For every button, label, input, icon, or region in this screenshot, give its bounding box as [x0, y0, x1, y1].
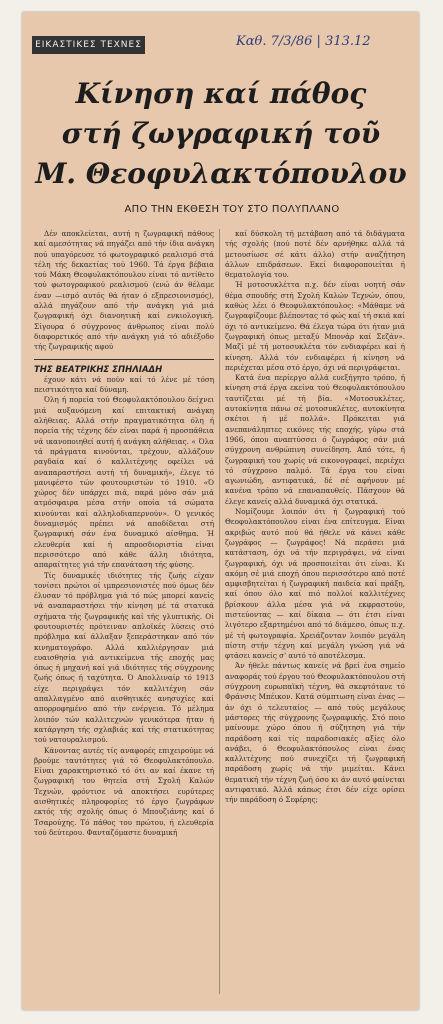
- body-paragraph: Όλη ή πορεία τού Θεοφυλακτόπουλου δείχνει μιά αυξανόμενη καί επιτακτική ανάγκη αλήθειας. Αλλά στήν πραγματικότητα όλη ή πορεία τής τέχνης δέν είναι παρά ή προσπάθεια νά ικανοποιηθεί αυτή ή ανάγκη αλήθειας. « Όλα τά πράγματα κινούνται, τρέχουν, αλλάζουν ραγδαία καί ό καλλιτέχνης οφείλει νά αναπαραστήσει αυτή τή δυναμική», έλεγε τό μανιφέστο τών φουτουριστών τό 1910. «Ό χώρος δέν υπάρχει πιά, παρά μόνο σάν μιά ατμόσφαιρα μέσα στήν οποία τά σώματα κινούνται καί αλληλοδιαπερνούν». Ό γενικός δυναμισμός πρέπει νά αποδίδεται στή ζωγραφική σάν ένα δυναμικό αίσθημα. Ή ελευθερία καί ή απροσδιοριστία είναι περισσότερο από κάθε άλλη ιδιότητα, απαραίτητες γιά τήν επανάταση τής φύσης.: [34, 395, 214, 570]
- title-line-1: Κίνηση καί πάθος: [75, 77, 367, 110]
- handwritten-note: Καθ. 7/3/86 | 313.12: [236, 34, 371, 49]
- body-paragraph: Τίς δυναμικές ιδιότητες τής ζωής είχαν τονίσει πρώτοι οί ιμπρεσιονιστές πού όμως δέν έλυσαν τό πρόβλημα γιά τό πώς μπορεί κανείς νά αναπαραστήσει τήν κίνηση μέ τά στατικά σχήματα τής ζωγραφικής καί τής γλυπτικής. Οί φουτουριστές πρότειναν απλοϊκές λύσεις στό πρόβλημα καί άλλαξαν ξεπεράστηκαν από τόν κινηματογράφο. Αλλά καλλιέργησαν μιά ευαισθησία γιά αντικείμενα τής εποχής μας όπως ή μηχανή καί γιά ιδιότητες τής σύγχρονης ζωής όπως ή ταχύτητα. Ό Απολλιναίρ τό 1913 είχε περιγράψει τόν καλλιτέχνη σάν απαλλαγμένο από αισθητικές ανησυχίες καί απορροφημένο από τήν ενέργεια. Τό μέλημα λοιπόν τών καλλιτεχνών γενικότερα ήταν ή κατάργηση τής σχλαβιάς καί τής στατικότητας τού νατουραλισμού.: [34, 570, 214, 745]
- section-label: ΕΙΚΑΣΤΙΚΕΣ ΤΕΧΝΕΣ: [32, 36, 145, 54]
- body-paragraph: καί δύσκολη τή μετάβαση από τά διδάγματα τής σχολής (πού ποτέ δέν αρνήθηκε αλλά τά μετουσίωσε σέ κάτι άλλο) στήν αναζήτηση άλλων επιδράσεων. Εκεί διαφοροποιείται ή θεματολογία του.: [225, 229, 405, 280]
- body-paragraph: Κάνοντας αυτές τίς αναφορές επιχειρούμε νά βρούμε ταυτότητες γιά τό Θεοφυλακτόπουλο. Είναι χαρακτηριστικό τό ότι αν καί έκανε τή ζωγραφική του θητεία στή Σχολή Καλών Τεχνών, φρόντισε νά αποκτήσει ευρύτερες αισθητικές πληροφορίες τό έργο ζωγράφων εκτός τής σχολής όπως ό Μπουζιάνης καί ό Τσαρούχης. Τό πάθος του πρώτου, ή ελευθερία τού δεύτερου. Φανταζόμαστε δυναμική: [34, 745, 214, 837]
- column-divider: [219, 229, 220, 994]
- body-paragraph: Νομίζουμε λοιπόν ότι ή ζωγραφική τού Θεοφυλακτόπουλου είναι ένα επίτευγμα. Είναι ακριβώς αυτό πού θά ήθελε νά κάνει κάθε ζωγράφος — ζωγράφος! Νά περάσει μιά κατάσταση, όχι νά τήν περιγράψει, νά είναι ζωγραφική, όχι νά προσποιείται ότι είναι. Κι ακόμη σέ μιά εποχή όπου περισσότερο από ποτέ αμφισβητείται ή ζωγραφική παιδεία καί πράξη, καί όπου όλο καί πιό πολλοί καλλιτέχνες βρίσκουν άλλα μέσα γιά νά εκφραστούν, πιστεύοντας — καί δίκαια — ότι έτσι είναι λιγότερο εξαρτημένοι από τό διάμεσο, όπως π.χ. μέ τή φωτογραφία. Χρειάζονταν λοιπόν μεγάλη πίστη στήν τέχνη καί μεγάλη γνώση γιά νά φτάσει κανείς σ' αυτό τό αποτέλεσμα.: [225, 507, 405, 661]
- column-right: [225, 229, 405, 806]
- title-line-2: στή ζωγραφική τοῦ: [61, 117, 381, 150]
- article-subtitle: ΑΠΟ ΤΗΝ ΕΚΘΕΣΗ ΤΟΥ ΣΤΟ ΠΟΛΥΠΛΑΝΟ: [124, 204, 340, 215]
- body-paragraph: Άν ήθελε πάντως κανείς νά βρεί ένα σημείο αναφοράς τού έργου τού Θεοφυλακτόπουλου στή σύγχρονη ευρωπαϊκή τέχνη, θά σκεφτότανε τό Φράνσις Μπέικον. Κατά σύμπτωση είναι ένας — άν όχι ό τελευταίος — από τούς μεγάλους μάστορες τής σύγχρονης ζωγραφικής. Στό ποιο μαίνουμε χώρο όπου ή σύζητηση γιά τήν παράδοση καί τίς παραδοσιακές αξίες όλο ανάβει, ό Θεοφυλακτόπουλος είναι ένας καλλιτέχνης πού συνεχίζει τή ζωγραφική παράδοση χωρίς νά τήν μιμείται. Κάνει θεματική τήν τέχνη ζωή όσο κι άν αυτό φαίνεται αντιφατικό. Άλλά κάπως έτσι δέν είχε ορίσει τήν παράδοση ό Σεφέρης;: [225, 661, 405, 805]
- body-paragraph: έχουν κάτι νά πούν καί τό λένε μέ τόση πειστικότητα καί δύναμη.: [34, 374, 214, 395]
- article-title: [30, 74, 412, 194]
- column-left: [34, 229, 214, 838]
- intro-paragraph: Δέν αποκλείεται, αυτή η ζωγραφική πάθους καί αμεσότητας νά πηγάζει από τήν ίδια ανάγκη πού υπαγόρευσε τό φωτογραφικό ρεαλισμό στά τέλη τής δεκαετίας τού 1960. Τά έργα βέβαια τού Μάκη Θεοφυλακτόπουλου είναι τό αντίθετο τού φωτογραφικού ρεαλισμού (ενώ άν θέλαμε έναν —ισμό αυτός θά ήταν ό εξπρεσιονισμός), αλλά πηγάζουν από τήν ανάγκη γιά μιά ζωγραφική όχι διανοητική καί ενκιολογική. Σίγουρα ό σύγχρονος άνθρωπος είναι πολύ διαφορετικός από τήν ανάγκη γιά τό αδιέξοδο τής ζωγραφικής αφού: [34, 229, 214, 352]
- title-line-3: Μ. Θεοφυλακτόπουλου: [35, 157, 407, 190]
- newspaper-clipping: [22, 12, 419, 1010]
- body-paragraph: Ή μοτοσυκλέττα π.χ. δέν είναι νοητή σάν θέμα σπουδής στή Σχολή Καλών Τεχνών, όπου, καθώς λέει ό Θεοφυλακτόπουλος: «Μάθαμε νά ζωγραφίζουμε βλέποντας τό φώς καί τή σκιά καί όχι τό αντικείμενο. Θά έλεγα τώρα ότι ήταν μιά ζωγραφική όπως μεταξύ Μπονάρ καί Σεζάν». Μαζί μέ τή μοτοσυκλέτα τόν ενδιαφέρει καί ή κίνηση. Αλλά τόν ενδιαφέρει ή κίνηση νά περιέχεται μέσα στό έργο, όχι νά περιγράφεται.: [225, 280, 405, 372]
- author-byline: ΤΗΣ ΒΕΑΤΡΙΚΗΣ ΣΠΗΛΙΑΔΗ: [34, 364, 163, 375]
- author-rule: [34, 359, 214, 360]
- body-paragraph: Κατά ένα περίεργο αλλά ευεξήγητο τρόπο, ή κίνηση στά έργα εκείνα τού Θεοφυλακτόπουλου ταυτίζεται μέ τή βία. «Μοτοσυκλέτες, αυτοκίνητα πάνω σέ μοτοσυκλέτες, αυτοκίνητα σκέτοι ή μέ πολλά». Πρόκειται γιά ανεπανάληπτες εικόνες τής εποχής, γύρω στά 1966, όπου αναπτύσσει ό ζωγράφος σάν μιά σύγχρονη ανθρώπινη συνείδηση. Από τότε, ή ζωγραφική του χωρίς νά εικονογραφεί, περιέχει τό σύγχρονο παλμό. Τά έργα του είναι αγωνιώδη, αντιφατικά, δέ σέ αφήνουν μέ κανένα τρόπο νά επαναπαυθείς. Πάσχουν θά έλεγε κανείς αλλά δυναμικά όχι στατικά.: [225, 373, 405, 506]
